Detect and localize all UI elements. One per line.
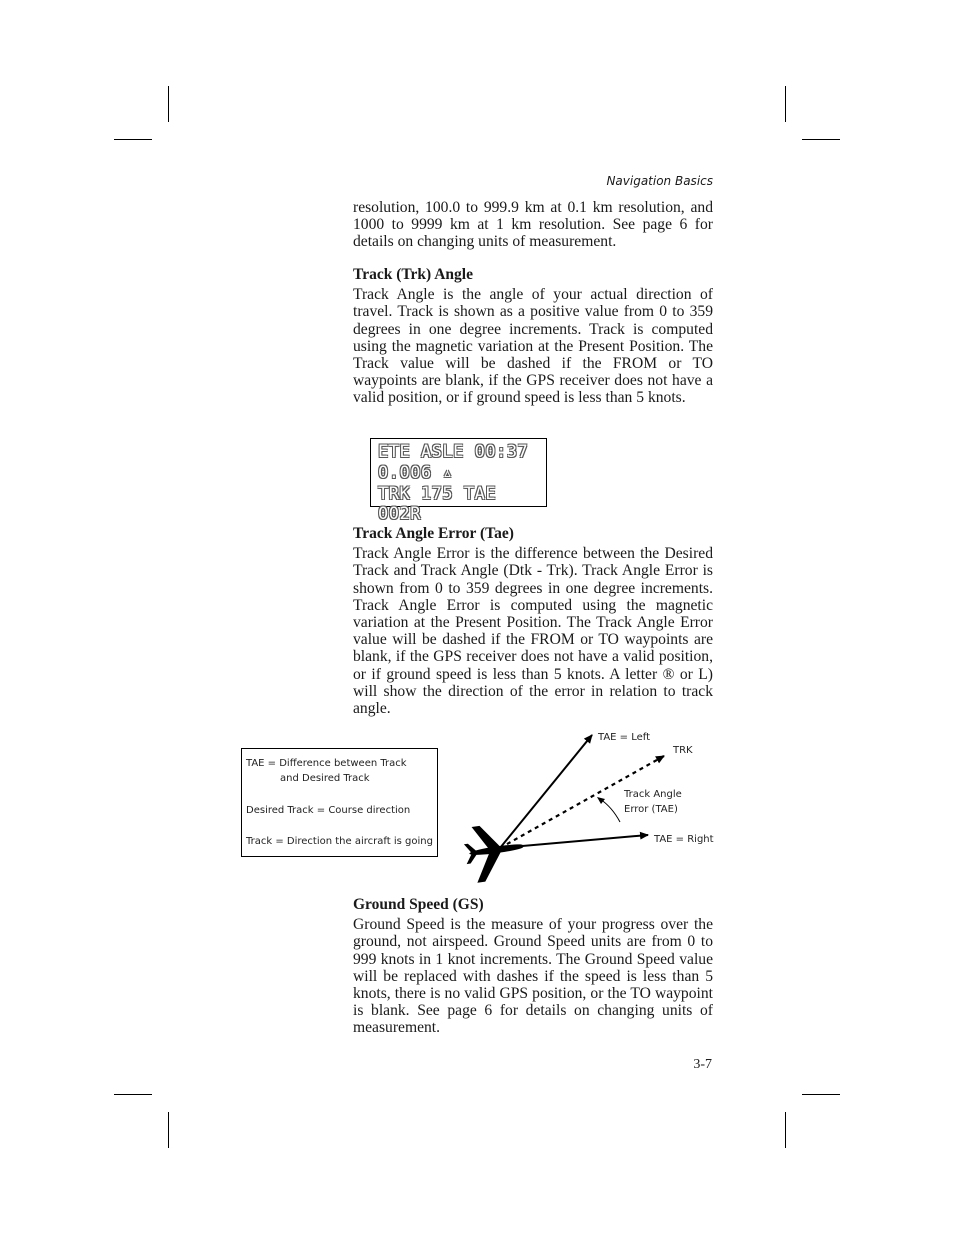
track-angle-heading: Track (Trk) Angle [353,266,473,283]
label-trk: TRK [673,745,693,756]
lcd-line-3: TRK 175 TAE 002R [378,484,497,524]
legend-line: Desired Track = Course direction [246,805,411,816]
page-number: 3-7 [693,1057,712,1072]
label-error-tae: Error (TAE) [624,804,678,815]
angle-arc-head [597,797,605,804]
label-tae-right: TAE = Right [654,834,714,845]
ground-speed-heading: Ground Speed (GS) [353,896,484,913]
track-angle-body: Track Angle is the angle of your actual direction of travel. Track is shown as a positive value from 0 to 359 degrees in one degree increments. Track is computed using the magnetic variation at the Present Position. The Track value will be dashed if the FROM or TO waypoints are blank, if the GPS receiver does not have a valid position, or if ground speed is less than 5 knots. [353,286,713,407]
tae-body: Track Angle Error is the difference between the Desired Track and Track Angle (Dtk - Trk). Track Angle Error is shown from 0 to 359 degrees in one degree increments. Track Angle Error is computed using the magnetic variation at the Present Position. The Track Angle Error value will be dashed if the FROM or TO waypoints are blank, if the GPS receiver does not have a valid position, or if ground speed is less than 5 knots. A letter ® or L) will show the direction of the error in relation to track angle. [353,545,713,718]
desired-track-arrow [500,735,592,848]
lcd-line-2: 0.006 ▵ [378,463,454,483]
airplane-icon [462,820,528,884]
ground-speed-section [353,896,713,1037]
legend-line: TAE = Difference between Track [246,758,407,769]
intro-text: resolution, 100.0 to 999.9 km at 0.1 km resolution, and 1000 to 9999 km at 1 km resolution. See page 6 for details on changing units of measurement. [353,199,713,251]
legend-line: and Desired Track [280,773,370,784]
tae-heading: Track Angle Error (Tae) [353,525,514,542]
legend-line: Track = Direction the aircraft is going [246,836,433,847]
lcd-line-1: ETE ASLE 00:37 [378,442,529,462]
ground-speed-body: Ground Speed is the measure of your progress over the ground, not airspeed. Ground Speed units are from 0 to 999 knots in 1 knot increments. The Ground Speed value will be replaced with dashes if the speed is less than 5 knots, there is no valid GPS position, or the TO waypoint is blank. See page 6 for details on changing units of measurement. [353,916,713,1037]
running-header: Navigation Basics [606,174,713,188]
trk-dashed-arrow [500,756,664,848]
label-tae-left: TAE = Left [598,732,651,743]
angle-arc [600,799,620,822]
label-track-angle: Track Angle [624,789,682,800]
